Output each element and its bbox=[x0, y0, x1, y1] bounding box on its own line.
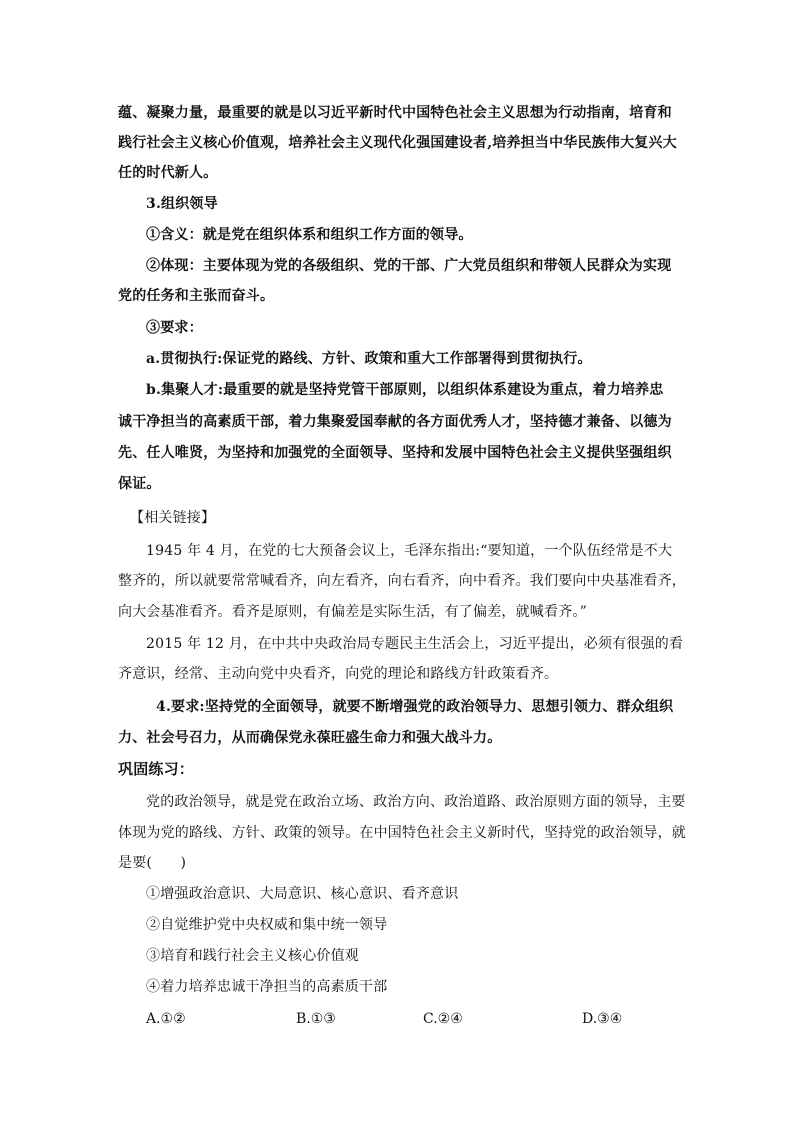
paragraph-line: b.集聚人才:最重要的就是坚持党管干部原则，以组织体系建设为重点，着力培养忠 bbox=[146, 382, 664, 398]
paragraph-line: ③要求： bbox=[146, 320, 203, 336]
paragraph-line: 诚干净担当的高素质干部，着力集聚爱国奉献的各方面优秀人才，坚持德才兼备、以德为 bbox=[118, 414, 672, 430]
answer-option-d: D.③④ bbox=[582, 1011, 623, 1027]
paragraph-line: 齐意识，经常、主动向党中央看齐，向党的理论和路线方针政策看齐。 bbox=[118, 666, 559, 682]
paragraph-line: 保证。 bbox=[118, 476, 161, 492]
statement-item: ②自觉维护党中央权威和集中统一领导 bbox=[146, 917, 388, 933]
paragraph-line: 任的时代新人。 bbox=[118, 165, 218, 181]
paragraph-line: 力、社会号召力，从而确保党永葆旺盛生命力和强大战斗力。 bbox=[118, 730, 502, 746]
question-line: 体现为党的路线、方针、政策的领导。在中国特色社会主义新时代，坚持党的政治领导，就 bbox=[118, 825, 686, 841]
question-line: 是要( ) bbox=[118, 855, 187, 871]
answer-option-a: A.①② bbox=[146, 1011, 186, 1027]
paragraph-line: 整齐的，所以就要常常喊看齐，向左看齐，向右看齐，向中看齐。我们要向中央基准看齐， bbox=[118, 573, 686, 589]
paragraph-line: a.贯彻执行:保证党的路线、方针、政策和重大工作部署得到贯彻执行。 bbox=[146, 351, 592, 367]
answer-option-c: C.②④ bbox=[423, 1011, 463, 1027]
paragraph-line: 1945 年 4 月，在党的七大预备会议上，毛泽东指出:“要知道，一个队伍经常是不大 bbox=[146, 543, 673, 559]
answer-option-b: B.①③ bbox=[296, 1011, 336, 1027]
paragraph-line: ①含义：就是党在组织体系和组织工作方面的领导。 bbox=[146, 227, 473, 243]
paragraph-line: 向大会基准看齐。看齐是原则，有偏差是实际生活，有了偏差，就喊看齐。” bbox=[118, 604, 587, 620]
paragraph-line: 2015 年 12 月，在中共中央政治局专题民主生活会上，习近平提出，必须有很强的看 bbox=[146, 636, 684, 652]
paragraph-line: 4.要求:坚持党的全面领导，就要不断增强党的政治领导力、思想引领力、群众组织 bbox=[156, 699, 674, 715]
paragraph-line: 党的任务和主张而奋斗。 bbox=[118, 288, 275, 304]
statement-item: ①增强政治意识、大局意识、核心意识、看齐意识 bbox=[146, 886, 459, 902]
practice-heading: 巩固练习： bbox=[118, 760, 195, 778]
related-link-heading: 【相关链接】 bbox=[130, 510, 216, 526]
paragraph-line: 践行社会主义核心价值观，培养社会主义现代化强国建设者,培养担当中华民族伟大复兴大 bbox=[118, 135, 677, 151]
paragraph-line: ②体现：主要体现为党的各级组织、党的干部、广大党员组织和带领人民群众为实现 bbox=[146, 258, 672, 274]
paragraph-line: 先、任人唯贤，为坚持和加强党的全面领导、坚持和发展中国特色社会主义提供坚强组织 bbox=[118, 445, 672, 461]
statement-item: ④着力培养忠诚干净担当的高素质干部 bbox=[146, 979, 388, 995]
question-line: 党的政治领导，就是党在政治立场、政治方向、政治道路、政治原则方面的领导，主要 bbox=[146, 794, 686, 810]
section-heading: 3.组织领导 bbox=[146, 196, 218, 212]
paragraph-line: 蕴、凝聚力量，最重要的就是以习近平新时代中国特色社会主义思想为行动指南，培育和 bbox=[118, 105, 672, 121]
statement-item: ③培育和践行社会主义核心价值观 bbox=[146, 948, 359, 964]
